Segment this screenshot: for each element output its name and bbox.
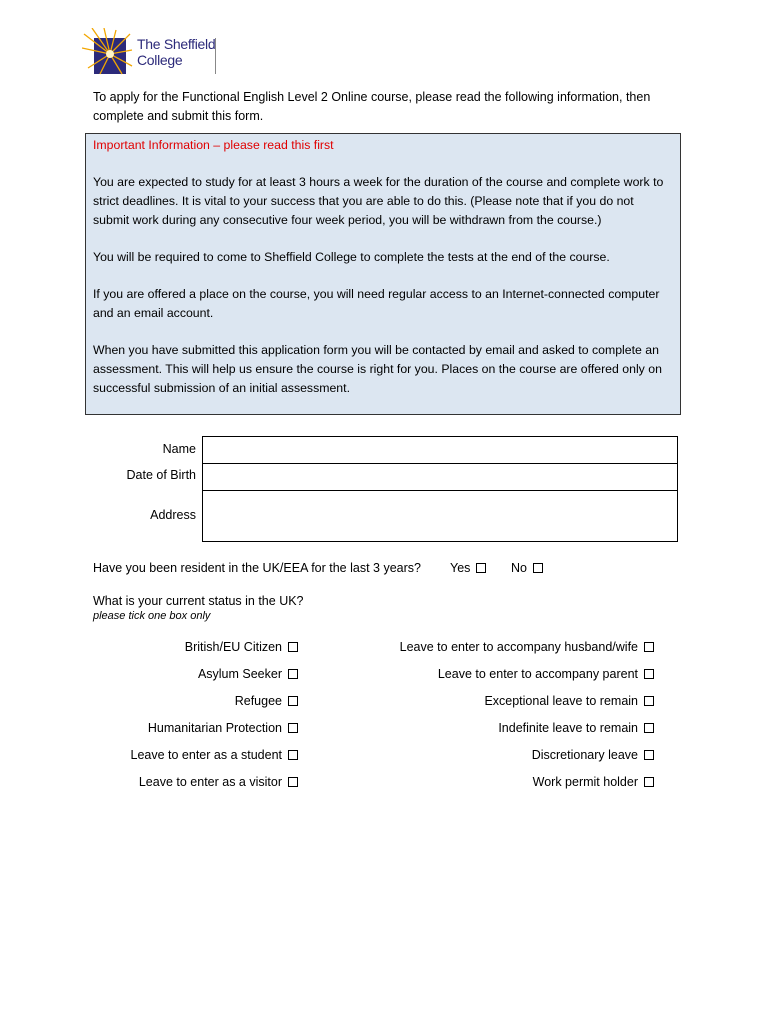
logo-divider	[215, 38, 216, 74]
status-checkbox[interactable]	[288, 750, 298, 760]
status-option-label: Leave to enter to accompany parent	[437, 667, 638, 681]
status-note: please tick one box only	[93, 610, 211, 622]
address-label: Address	[150, 508, 196, 522]
status-option-label: Humanitarian Protection	[147, 721, 282, 735]
info-paragraph-assessment: When you have submitted this application form you will be contacted by email and asked to complete an assessment. This will help us ensure the course is right for you. Places on the course are offered only on successful submission of an initial assessment.	[93, 343, 662, 395]
status-option-label: British/EU Citizen	[184, 640, 282, 654]
status-option-label: Exceptional leave to remain	[484, 694, 638, 708]
status-option[interactable]	[235, 694, 298, 708]
status-option-label: Leave to enter as a student	[130, 748, 282, 762]
status-option-label: Leave to enter to accompany husband/wife	[399, 640, 638, 654]
residency-no-checkbox[interactable]	[533, 563, 543, 573]
residency-yes-checkbox[interactable]	[476, 563, 486, 573]
intro-text: To apply for the Functional English Level 2 Online course, please read the following information, then complete and submit this form.	[93, 90, 651, 123]
status-option-label: Refugee	[234, 694, 282, 708]
name-field[interactable]	[202, 436, 678, 464]
status-option[interactable]	[131, 748, 299, 762]
status-option[interactable]	[400, 640, 654, 654]
logo-wordmark	[137, 36, 215, 68]
status-checkbox[interactable]	[644, 750, 654, 760]
status-option[interactable]	[498, 721, 654, 735]
status-question: What is your current status in the UK?	[93, 594, 304, 608]
status-checkbox[interactable]	[288, 696, 298, 706]
residency-yes-option[interactable]	[450, 561, 486, 575]
college-logo	[82, 28, 222, 78]
status-checkbox[interactable]	[288, 777, 298, 787]
status-option[interactable]	[198, 667, 298, 681]
status-option[interactable]	[533, 775, 654, 789]
starburst-logo-icon	[82, 28, 134, 76]
status-checkbox[interactable]	[644, 696, 654, 706]
info-paragraph-study: You are expected to study for at least 3 hours a week for the duration of the course and complete work to strict deadlines. It is vital to your success that you are able to do this. (Please note that if you do not submit work during any consecutive four week period, you will be withdrawn from the course.)	[93, 175, 664, 227]
info-paragraph-access: If you are offered a place on the course, you will need regular access to an Internet-connected computer and an email account.	[93, 287, 660, 320]
status-option-label: Work permit holder	[532, 775, 638, 789]
status-checkbox[interactable]	[644, 669, 654, 679]
status-checkbox[interactable]	[644, 777, 654, 787]
status-option-label: Discretionary leave	[531, 748, 638, 762]
logo-line-1: The Sheffield	[137, 36, 216, 52]
status-option-label: Asylum Seeker	[197, 667, 282, 681]
dob-label: Date of Birth	[126, 468, 196, 482]
status-option[interactable]	[532, 748, 654, 762]
info-heading: Important Information – please read this first	[93, 138, 334, 152]
status-option[interactable]	[438, 667, 654, 681]
status-option-label: Indefinite leave to remain	[498, 721, 638, 735]
status-option-label: Leave to enter as a visitor	[138, 775, 282, 789]
status-option[interactable]	[139, 775, 298, 789]
residency-no-label: No	[511, 561, 527, 575]
name-label: Name	[162, 442, 196, 456]
residency-question: Have you been resident in the UK/EEA for the last 3 years?	[93, 561, 421, 575]
status-checkbox[interactable]	[288, 642, 298, 652]
address-field[interactable]	[202, 490, 678, 542]
info-paragraph-tests: You will be required to come to Sheffield College to complete the tests at the end of the course.	[93, 250, 610, 264]
status-checkbox[interactable]	[288, 669, 298, 679]
important-info-box	[85, 133, 681, 415]
residency-yes-label: Yes	[450, 561, 471, 575]
status-checkbox[interactable]	[644, 723, 654, 733]
residency-no-option[interactable]	[511, 561, 543, 575]
status-option[interactable]	[148, 721, 298, 735]
status-checkbox[interactable]	[644, 642, 654, 652]
dob-field[interactable]	[202, 463, 678, 491]
status-checkbox[interactable]	[288, 723, 298, 733]
status-option[interactable]	[484, 694, 654, 708]
status-option[interactable]	[185, 640, 298, 654]
logo-line-2: College	[137, 52, 183, 68]
